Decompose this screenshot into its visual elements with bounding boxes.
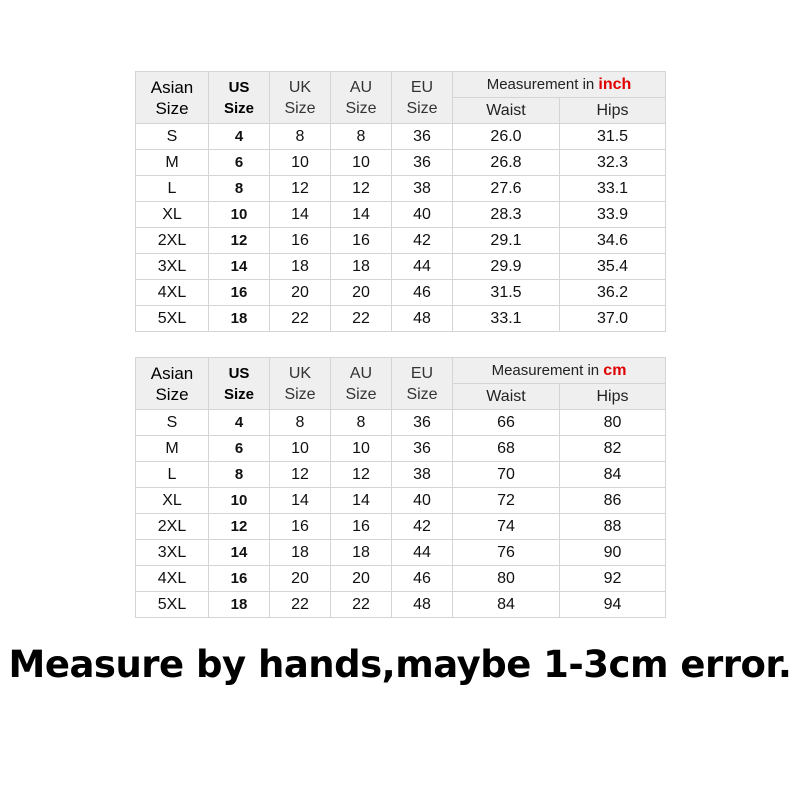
- eu-size-cell: 38: [392, 176, 453, 202]
- header-eu-size: EU Size: [392, 358, 453, 410]
- au-size-cell: 10: [331, 150, 392, 176]
- au-size-cell: 10: [331, 436, 392, 462]
- hips-cell: 86: [560, 488, 666, 514]
- header-hips: Hips: [560, 98, 666, 124]
- waist-cell: 31.5: [453, 280, 560, 306]
- waist-cell: 28.3: [453, 202, 560, 228]
- hips-cell: 92: [560, 566, 666, 592]
- uk-size-cell: 14: [270, 202, 331, 228]
- au-size-cell: 18: [331, 254, 392, 280]
- size-table-cm: [135, 357, 666, 618]
- waist-cell: 72: [453, 488, 560, 514]
- us-size-cell: 16: [209, 566, 270, 592]
- eu-size-cell: 48: [392, 592, 453, 618]
- table-row: [136, 306, 666, 332]
- uk-size-cell: 10: [270, 150, 331, 176]
- hips-cell: 90: [560, 540, 666, 566]
- hips-cell: 35.4: [560, 254, 666, 280]
- waist-cell: 33.1: [453, 306, 560, 332]
- eu-size-cell: 40: [392, 202, 453, 228]
- header-au-size: AU Size: [331, 72, 392, 124]
- eu-size-cell: 38: [392, 462, 453, 488]
- us-size-cell: 4: [209, 410, 270, 436]
- hips-cell: 80: [560, 410, 666, 436]
- au-size-cell: 22: [331, 306, 392, 332]
- header-uk-size: UK Size: [270, 72, 331, 124]
- us-size-cell: 6: [209, 436, 270, 462]
- table-row: [136, 176, 666, 202]
- au-size-cell: 16: [331, 514, 392, 540]
- us-size-cell: 18: [209, 592, 270, 618]
- waist-cell: 26.0: [453, 124, 560, 150]
- waist-cell: 26.8: [453, 150, 560, 176]
- eu-size-cell: 48: [392, 306, 453, 332]
- waist-cell: 29.9: [453, 254, 560, 280]
- table-row: [136, 566, 666, 592]
- eu-size-cell: 40: [392, 488, 453, 514]
- au-size-cell: 8: [331, 124, 392, 150]
- hips-cell: 33.1: [560, 176, 666, 202]
- header-measurement-cm: Measurement in cm: [453, 358, 666, 384]
- au-size-cell: 14: [331, 488, 392, 514]
- eu-size-cell: 36: [392, 436, 453, 462]
- table-row: [136, 436, 666, 462]
- eu-size-cell: 36: [392, 150, 453, 176]
- header-au-size: AU Size: [331, 358, 392, 410]
- eu-size-cell: 42: [392, 514, 453, 540]
- asian-size-cell: 3XL: [136, 540, 209, 566]
- table-row: [136, 254, 666, 280]
- au-size-cell: 20: [331, 566, 392, 592]
- uk-size-cell: 18: [270, 254, 331, 280]
- header-asian-size: Asian Size: [136, 72, 209, 124]
- uk-size-cell: 22: [270, 592, 331, 618]
- asian-size-cell: M: [136, 436, 209, 462]
- table-row: [136, 410, 666, 436]
- us-size-cell: 12: [209, 514, 270, 540]
- waist-cell: 66: [453, 410, 560, 436]
- hips-cell: 31.5: [560, 124, 666, 150]
- header-us-size: US Size: [209, 358, 270, 410]
- hips-cell: 32.3: [560, 150, 666, 176]
- table-row: [136, 228, 666, 254]
- asian-size-cell: 3XL: [136, 254, 209, 280]
- uk-size-cell: 18: [270, 540, 331, 566]
- asian-size-cell: 4XL: [136, 280, 209, 306]
- table-row: [136, 124, 666, 150]
- waist-cell: 74: [453, 514, 560, 540]
- au-size-cell: 22: [331, 592, 392, 618]
- table-row: [136, 462, 666, 488]
- us-size-cell: 14: [209, 540, 270, 566]
- asian-size-cell: 4XL: [136, 566, 209, 592]
- header-measurement-inch: Measurement in inch: [453, 72, 666, 98]
- measurement-disclaimer: Measure by hands,maybe 1-3cm error.: [8, 643, 792, 686]
- header-waist: Waist: [453, 384, 560, 410]
- us-size-cell: 12: [209, 228, 270, 254]
- header-eu-size: EU Size: [392, 72, 453, 124]
- au-size-cell: 12: [331, 462, 392, 488]
- table-body: [136, 410, 666, 618]
- asian-size-cell: L: [136, 462, 209, 488]
- hips-cell: 33.9: [560, 202, 666, 228]
- eu-size-cell: 36: [392, 124, 453, 150]
- table-row: [136, 202, 666, 228]
- hips-cell: 34.6: [560, 228, 666, 254]
- eu-size-cell: 36: [392, 410, 453, 436]
- asian-size-cell: 2XL: [136, 514, 209, 540]
- us-size-cell: 18: [209, 306, 270, 332]
- uk-size-cell: 8: [270, 124, 331, 150]
- waist-cell: 70: [453, 462, 560, 488]
- uk-size-cell: 14: [270, 488, 331, 514]
- uk-size-cell: 16: [270, 228, 331, 254]
- hips-cell: 82: [560, 436, 666, 462]
- waist-cell: 80: [453, 566, 560, 592]
- uk-size-cell: 12: [270, 462, 331, 488]
- waist-cell: 68: [453, 436, 560, 462]
- us-size-cell: 8: [209, 176, 270, 202]
- uk-size-cell: 8: [270, 410, 331, 436]
- header-hips: Hips: [560, 384, 666, 410]
- eu-size-cell: 46: [392, 566, 453, 592]
- hips-cell: 84: [560, 462, 666, 488]
- hips-cell: 36.2: [560, 280, 666, 306]
- table-row: [136, 540, 666, 566]
- header-asian-size: Asian Size: [136, 358, 209, 410]
- eu-size-cell: 46: [392, 280, 453, 306]
- hips-cell: 94: [560, 592, 666, 618]
- header-uk-size: UK Size: [270, 358, 331, 410]
- uk-size-cell: 12: [270, 176, 331, 202]
- uk-size-cell: 22: [270, 306, 331, 332]
- asian-size-cell: XL: [136, 202, 209, 228]
- waist-cell: 76: [453, 540, 560, 566]
- us-size-cell: 4: [209, 124, 270, 150]
- table-row: [136, 592, 666, 618]
- au-size-cell: 8: [331, 410, 392, 436]
- header-waist: Waist: [453, 98, 560, 124]
- uk-size-cell: 16: [270, 514, 331, 540]
- waist-cell: 27.6: [453, 176, 560, 202]
- table-row: [136, 280, 666, 306]
- au-size-cell: 14: [331, 202, 392, 228]
- eu-size-cell: 42: [392, 228, 453, 254]
- size-table-inch: [135, 71, 666, 332]
- asian-size-cell: 5XL: [136, 592, 209, 618]
- asian-size-cell: 5XL: [136, 306, 209, 332]
- unit-label: inch: [598, 76, 632, 93]
- us-size-cell: 8: [209, 462, 270, 488]
- asian-size-cell: S: [136, 410, 209, 436]
- asian-size-cell: M: [136, 150, 209, 176]
- hips-cell: 37.0: [560, 306, 666, 332]
- au-size-cell: 18: [331, 540, 392, 566]
- asian-size-cell: L: [136, 176, 209, 202]
- uk-size-cell: 10: [270, 436, 331, 462]
- us-size-cell: 10: [209, 488, 270, 514]
- au-size-cell: 16: [331, 228, 392, 254]
- asian-size-cell: XL: [136, 488, 209, 514]
- eu-size-cell: 44: [392, 254, 453, 280]
- table-row: [136, 150, 666, 176]
- au-size-cell: 20: [331, 280, 392, 306]
- us-size-cell: 16: [209, 280, 270, 306]
- unit-label: cm: [603, 362, 627, 379]
- us-size-cell: 6: [209, 150, 270, 176]
- uk-size-cell: 20: [270, 280, 331, 306]
- table-row: [136, 488, 666, 514]
- header-us-size: US Size: [209, 72, 270, 124]
- us-size-cell: 14: [209, 254, 270, 280]
- table-row: [136, 514, 666, 540]
- us-size-cell: 10: [209, 202, 270, 228]
- waist-cell: 29.1: [453, 228, 560, 254]
- eu-size-cell: 44: [392, 540, 453, 566]
- hips-cell: 88: [560, 514, 666, 540]
- uk-size-cell: 20: [270, 566, 331, 592]
- table-body: [136, 124, 666, 332]
- waist-cell: 84: [453, 592, 560, 618]
- asian-size-cell: 2XL: [136, 228, 209, 254]
- au-size-cell: 12: [331, 176, 392, 202]
- asian-size-cell: S: [136, 124, 209, 150]
